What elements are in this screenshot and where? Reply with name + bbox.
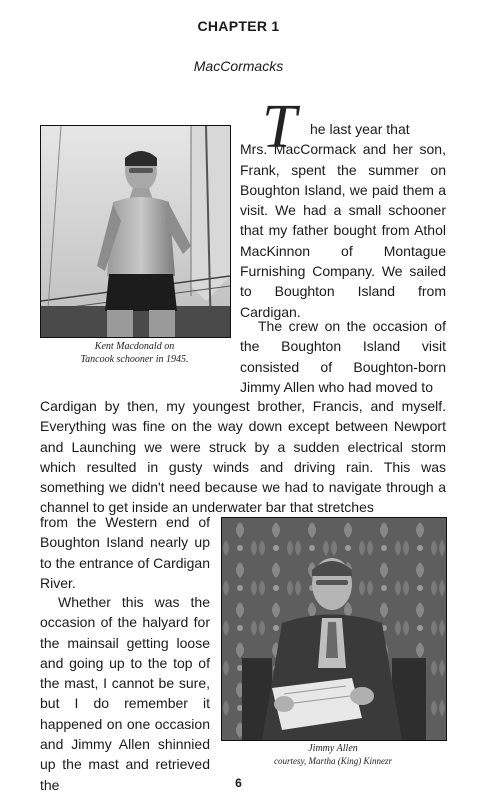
photo-kent-macdonald	[40, 125, 231, 338]
chapter-heading: CHAPTER 1	[197, 18, 280, 34]
paragraph-1-first-line: he last year that	[310, 121, 410, 137]
chapter-title: MacCormacks	[193, 58, 284, 74]
photo-jimmy-allen	[221, 517, 447, 741]
paragraph-1	[240, 119, 446, 322]
photo-kent-macdonald-caption	[40, 340, 229, 366]
caption-line: Jimmy Allen	[308, 743, 358, 754]
paragraph-2-part-3: from the Western end of Boughton Island nearly up to the entrance of Cardigan River.	[40, 514, 210, 591]
photo-kent-macdonald-image	[41, 126, 230, 337]
page-number: 6	[235, 776, 242, 790]
paragraph-3: Whether this was the occasion of the halyard for the mainsail getting loose and going up to the top of the mast, I cannot be sure, but I do remember it happened on one occasion and Jimmy Allen shinnied up the mast and retrieved the	[40, 594, 210, 793]
drop-cap: T	[262, 93, 297, 161]
paragraph-1-text: Mrs. MacCormack and her son, Frank, spent the summer on Boughton Island, we paid them a visit. We had a small schooner that my father bought from Athol MacKinnon of Montague Furnishing Company. We sailed to Boughton Island from Cardigan.	[240, 141, 446, 320]
caption-line: Kent Macdonald on	[94, 341, 175, 352]
photo-jimmy-allen-image	[222, 518, 446, 740]
photo-jimmy-allen-caption	[221, 742, 445, 768]
caption-credit: courtesy, Martha (King) Kinnezr	[274, 756, 392, 766]
caption-line: Tancook schooner in 1945.	[80, 354, 189, 365]
paragraph-2-part-2: Cardigan by then, my youngest brother, Francis, and myself. Everything was fine on the way down except between Newport and Launching we were struck by a sudden electrical storm which resulted in gusty winds and driving rain. This was something we didn't need because we had to navigate through a channel to get inside an underwater bar that stretches	[40, 398, 446, 516]
paragraph-2-part-1: The crew on the occasion of the Boughton Island visit consisted of Boughton-born Jimmy Allen who had moved to	[240, 318, 446, 395]
